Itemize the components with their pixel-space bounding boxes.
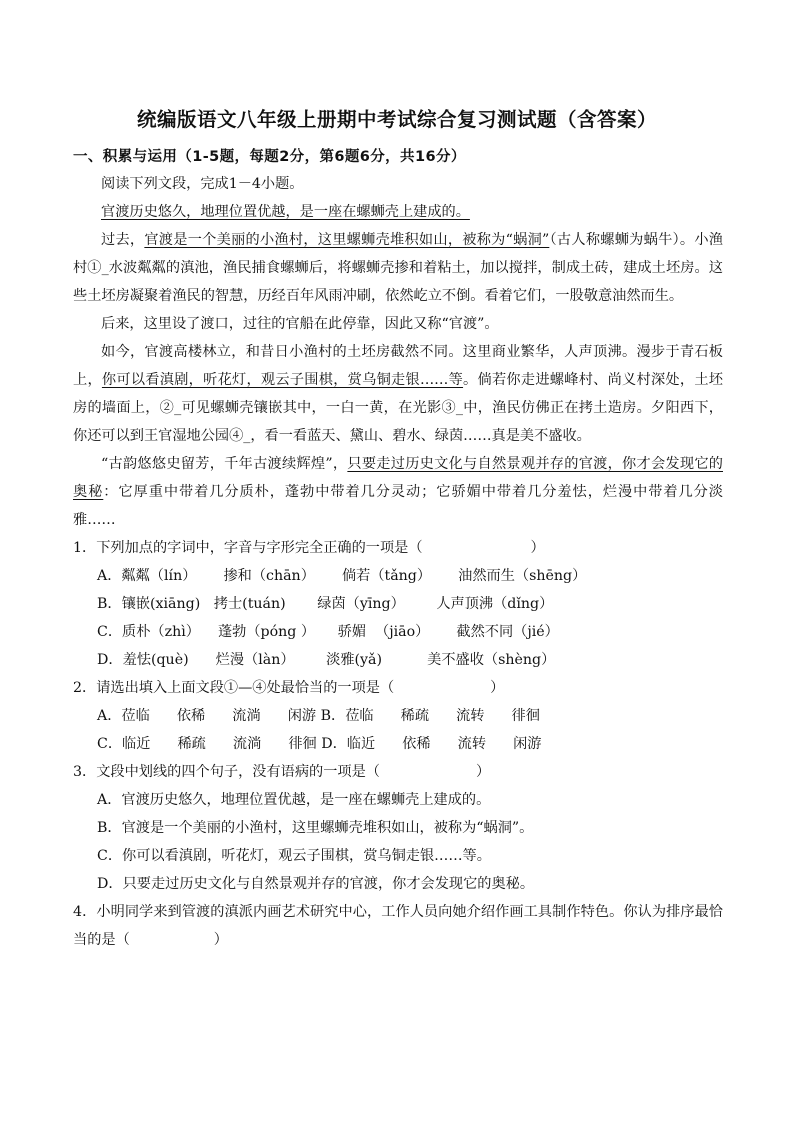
passage-paragraph-3: 后来，这里设了渡口，过往的官船在此停靠，因此又称“官渡”。 xyxy=(101,316,499,332)
question-stem-text: 2．请选出填入上面文段①—④处最恰当的一项是（ xyxy=(73,680,395,696)
page-title: 统编版语文八年级上册期中考试综合复习测试题（含答案） xyxy=(136,108,657,131)
option-line: D．只要走过历史文化与自然景观并存的官渡，你才会发现它的奥秘。 xyxy=(97,876,535,892)
intro-line: 阅读下列文段，完成1－4小题。 xyxy=(101,176,304,192)
underlined-sentence-1: 官渡历史悠久，地理位置优越，是一座在螺蛳壳上建成的。 xyxy=(101,204,470,220)
passage-paragraph-4 xyxy=(73,338,723,450)
question-2-options xyxy=(73,702,723,758)
option-line: B．镶嵌(xiāng) 拷士(tuán) 绿茵（yīng） 人声顶沸（dǐng） xyxy=(97,596,554,612)
option-line: C．临近 稀疏 流淌 徘徊 D．临近 依稀 流转 闲游 xyxy=(97,736,542,752)
option-line: B．官渡是一个美丽的小渔村，这里螺蛳壳堆积如山，被称为“蜗洞”。 xyxy=(97,820,534,836)
question-stem-text: 1．下列加点的字词中，字音与字形完全正确的一项是（ xyxy=(73,540,423,556)
bracket-close: ） xyxy=(213,932,228,948)
option-line: C．你可以看滇剧，听花灯，观云子围棋，赏乌铜走银……等。 xyxy=(97,848,491,864)
question-3-options xyxy=(73,786,723,898)
question-stem-text: 4．小明同学来到管渡的滇派内画艺术研究中心，工作人员向她介绍作画工具制作特色。你认为排序最恰当的是（ xyxy=(73,904,723,948)
question-2-stem xyxy=(73,674,723,702)
text-run: “古韵悠悠史留芳，千年古渡续辉煌”， xyxy=(101,456,348,472)
bracket-close: ） xyxy=(475,764,491,780)
underlined-sentence-2: 官渡是一个美丽的小渔村，这里螺蛳壳堆积如山，被称为“蜗洞” xyxy=(144,232,550,248)
option-line: D．羞怯(què) 烂漫（làn） 淡雅(yǎ) 美不盛收（shèng） xyxy=(97,652,556,668)
bracket-close: ） xyxy=(530,540,545,556)
text-run: ：它厚重中带着几分质朴，蓬勃中带着几分灵动；它骄媚中带着几分羞怯，烂漫中带着几分淡雅…… xyxy=(73,484,723,528)
text-run: 。倘若你走进螺峰村、尚义村深处，土坯房的墙面上，②_可见螺蛳壳镶嵌其中，一白一黄，在光影③_中，渔民仿佛正在拷土造房。夕阳西下，你还可以到王官湿地公园④_，看一看蓝天、黛山、碧水、绿茵……真是美不盛收。 xyxy=(73,372,723,444)
option-line: C．质朴（zhì） 蓬勃（póng ） 骄媚 （jiāo） 截然不同（jié） xyxy=(97,624,559,640)
bracket-close: ） xyxy=(490,680,505,696)
section-heading: 一、积累与运用（1-5题，每题2分，第6题6分，共16分） xyxy=(73,149,466,165)
document-body xyxy=(73,170,723,954)
question-1-stem xyxy=(73,534,723,562)
option-line: A．粼粼（lín） 掺和（chān） 倘若（tǎng） 油然而生（shēng） xyxy=(97,568,587,584)
option-line: A．莅临 依稀 流淌 闲游 B．莅临 稀疏 流转 徘徊 xyxy=(97,708,540,724)
text-run: （古人称螺蛳为蜗牛）。小渔村①_水波粼粼的滇池，渔民捕食螺蛳后，将螺蛳壳掺和着粘土，加以搅拌，制成土砖，建成土坯房。这些土坯房凝聚着渔民的智慧，历经百年风雨冲刷，依然屹立不倒。看着它们，一股敬意油然而生。 xyxy=(73,232,723,304)
question-3-stem xyxy=(73,758,723,786)
underlined-sentence-4: 只要走过历史文化与自然景观并存的官渡，你才会发现它的奥秘 xyxy=(73,456,723,500)
question-stem-text: 3．文段中划线的四个句子，没有语病的一项是（ xyxy=(73,764,380,780)
option-line: A．官渡历史悠久，地理位置优越，是一座在螺蛳壳上建成的。 xyxy=(97,792,491,808)
underlined-sentence-3: 你可以看滇剧，听花灯，观云子围棋，赏乌铜走银……等 xyxy=(101,372,464,388)
passage-paragraph-5 xyxy=(73,450,723,534)
text-run: 过去， xyxy=(101,232,145,248)
text-run: 如今，官渡高楼林立，和昔日小渔村的土坯房截然不同。这里商业繁华，人声顶沸。漫步于青石板上， xyxy=(73,344,723,388)
passage-paragraph-1 xyxy=(73,198,723,226)
passage-paragraph-2 xyxy=(73,226,723,310)
question-4-stem xyxy=(73,898,723,954)
question-1-options xyxy=(73,562,723,674)
